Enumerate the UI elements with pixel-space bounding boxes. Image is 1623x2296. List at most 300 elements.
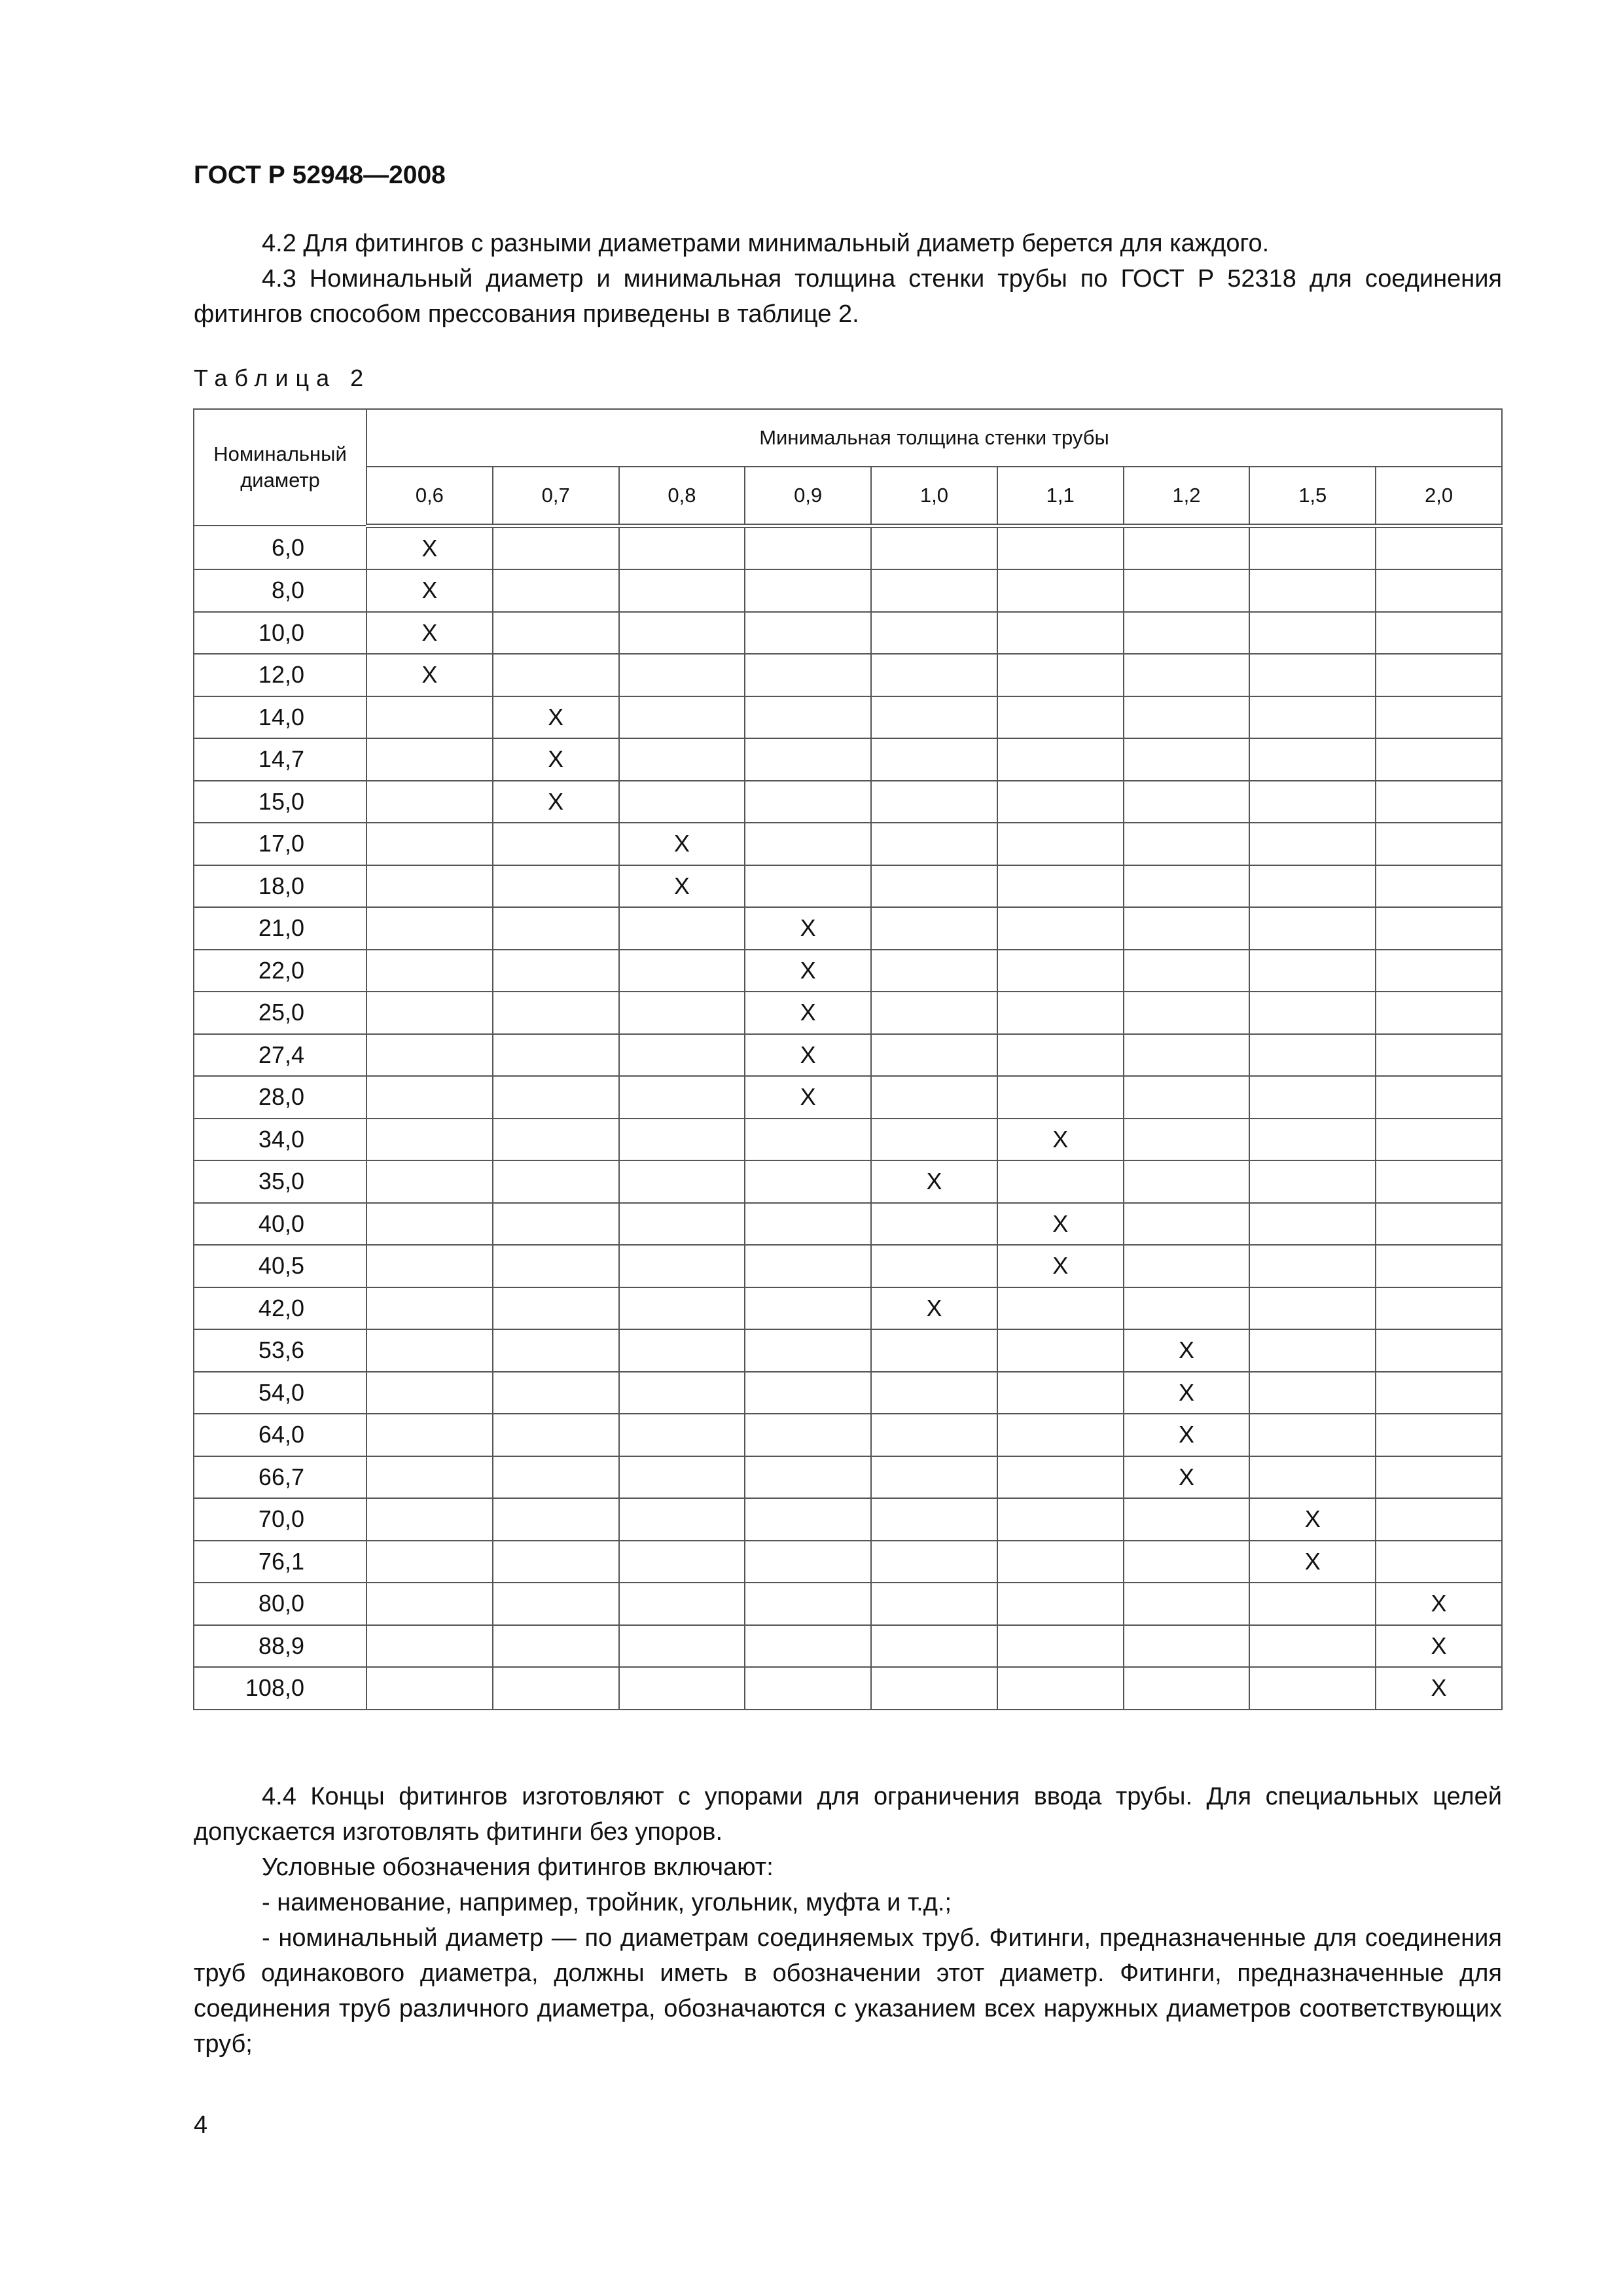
diameter-cell: 53,6 <box>194 1329 366 1372</box>
mark-cell: X <box>1376 1667 1502 1710</box>
empty-cell <box>997 696 1124 739</box>
empty-cell <box>1249 1203 1376 1246</box>
empty-cell <box>1124 526 1250 569</box>
empty-cell <box>493 654 619 696</box>
list-item-name: - наименование, например, тройник, угольник, муфта и т.д.; <box>262 1889 952 1916</box>
empty-cell <box>997 1541 1124 1583</box>
empty-cell <box>493 1203 619 1246</box>
corner-header-cell <box>194 409 366 526</box>
table-row <box>194 569 1502 612</box>
empty-cell <box>997 738 1124 781</box>
mark-cell: X <box>1249 1498 1376 1541</box>
table-row <box>194 612 1502 655</box>
empty-cell <box>619 1372 745 1414</box>
empty-cell <box>1376 992 1502 1034</box>
empty-cell <box>745 738 871 781</box>
empty-cell <box>871 823 997 865</box>
thickness-header-cell: 1,1 <box>997 467 1124 526</box>
empty-cell <box>619 950 745 992</box>
diameter-cell: 40,0 <box>194 1203 366 1246</box>
diameter-cell: 54,0 <box>194 1372 366 1414</box>
table-row <box>194 907 1502 950</box>
mark-cell: X <box>1376 1625 1502 1668</box>
mark-cell: X <box>745 992 871 1034</box>
empty-cell <box>1249 1287 1376 1330</box>
empty-cell <box>1124 569 1250 612</box>
empty-cell <box>997 1329 1124 1372</box>
empty-cell <box>1124 696 1250 739</box>
diameter-cell: 14,0 <box>194 696 366 739</box>
table-row <box>194 950 1502 992</box>
empty-cell <box>1249 1329 1376 1372</box>
table-row <box>194 1625 1502 1668</box>
table-row <box>194 1245 1502 1287</box>
empty-cell <box>493 950 619 992</box>
diameter-cell: 28,0 <box>194 1076 366 1119</box>
empty-cell <box>619 1034 745 1077</box>
empty-cell <box>871 950 997 992</box>
empty-cell <box>1124 1203 1250 1246</box>
mark-cell: X <box>493 781 619 823</box>
empty-cell <box>871 1667 997 1710</box>
empty-cell <box>619 738 745 781</box>
empty-cell <box>871 1329 997 1372</box>
empty-cell <box>997 1034 1124 1077</box>
empty-cell <box>493 865 619 908</box>
empty-cell <box>493 1329 619 1372</box>
empty-cell <box>1249 1667 1376 1710</box>
table-body <box>194 526 1502 1710</box>
empty-cell <box>1249 1034 1376 1077</box>
empty-cell <box>366 1498 493 1541</box>
empty-cell <box>619 1287 745 1330</box>
empty-cell <box>745 1245 871 1287</box>
thickness-header-cell: 0,7 <box>493 467 619 526</box>
empty-cell <box>1249 907 1376 950</box>
mark-cell: X <box>1124 1414 1250 1456</box>
empty-cell <box>1124 1541 1250 1583</box>
empty-cell <box>366 865 493 908</box>
empty-cell <box>1249 1119 1376 1161</box>
wall-thickness-table <box>193 408 1503 1710</box>
diameter-cell: 64,0 <box>194 1414 366 1456</box>
diameter-cell: 6,0 <box>194 526 366 569</box>
table-row <box>194 1160 1502 1203</box>
empty-cell <box>619 1414 745 1456</box>
diameter-cell: 88,9 <box>194 1625 366 1668</box>
paragraph-4-2: 4.2 Для фитингов с разными диаметрами минимальный диаметр берется для каждого. <box>262 230 1270 257</box>
empty-cell <box>745 1541 871 1583</box>
table-row <box>194 1329 1502 1372</box>
diameter-cell: 22,0 <box>194 950 366 992</box>
empty-cell <box>493 1034 619 1077</box>
empty-cell <box>1376 865 1502 908</box>
table-row <box>194 1203 1502 1246</box>
diameter-cell: 76,1 <box>194 1541 366 1583</box>
empty-cell <box>871 738 997 781</box>
empty-cell <box>871 696 997 739</box>
empty-cell <box>871 1498 997 1541</box>
empty-cell <box>1249 1583 1376 1625</box>
mark-cell: X <box>871 1287 997 1330</box>
empty-cell <box>871 1076 997 1119</box>
paragraph-4-4: 4.4 Концы фитингов изготовляют с упорами для ограничения ввода трубы. Для специальных целей допускается изготовлять фитинги без упоров. <box>194 1783 1502 1846</box>
empty-cell <box>1249 696 1376 739</box>
empty-cell <box>1376 950 1502 992</box>
diameter-cell: 35,0 <box>194 1160 366 1203</box>
empty-cell <box>745 781 871 823</box>
thickness-header-cell: 0,8 <box>619 467 745 526</box>
empty-cell <box>1124 907 1250 950</box>
empty-cell <box>1376 1119 1502 1161</box>
mark-cell: X <box>366 654 493 696</box>
diameter-cell: 18,0 <box>194 865 366 908</box>
empty-cell <box>1376 1498 1502 1541</box>
empty-cell <box>745 1583 871 1625</box>
empty-cell <box>619 1245 745 1287</box>
empty-cell <box>366 1583 493 1625</box>
empty-cell <box>1376 1372 1502 1414</box>
empty-cell <box>1249 738 1376 781</box>
empty-cell <box>997 1160 1124 1203</box>
empty-cell <box>1376 1329 1502 1372</box>
diameter-cell: 66,7 <box>194 1456 366 1499</box>
empty-cell <box>366 781 493 823</box>
mark-cell: X <box>366 526 493 569</box>
empty-cell <box>1124 1667 1250 1710</box>
diameter-cell: 108,0 <box>194 1667 366 1710</box>
table-row <box>194 696 1502 739</box>
table-row <box>194 1456 1502 1499</box>
table-row <box>194 781 1502 823</box>
table-row <box>194 1372 1502 1414</box>
empty-cell <box>997 569 1124 612</box>
empty-cell <box>1376 1245 1502 1287</box>
mark-cell: X <box>997 1245 1124 1287</box>
empty-cell <box>619 1119 745 1161</box>
empty-cell <box>366 1541 493 1583</box>
empty-cell <box>619 612 745 655</box>
diameter-cell: 17,0 <box>194 823 366 865</box>
empty-cell <box>366 1203 493 1246</box>
mark-cell: X <box>1124 1329 1250 1372</box>
diameter-cell: 25,0 <box>194 992 366 1034</box>
empty-cell <box>1249 823 1376 865</box>
empty-cell <box>493 992 619 1034</box>
empty-cell <box>366 1667 493 1710</box>
empty-cell <box>1249 1456 1376 1499</box>
empty-cell <box>1376 823 1502 865</box>
empty-cell <box>1124 1625 1250 1668</box>
empty-cell <box>366 992 493 1034</box>
empty-cell <box>619 1541 745 1583</box>
empty-cell <box>493 1119 619 1161</box>
empty-cell <box>1124 950 1250 992</box>
list-item-nominal-diameter: - номинальный диаметр — по диаметрам соединяемых труб. Фитинги, предназначенные для соединения труб одинакового диаметра, должны иметь в обозначении этот диаметр. Фитинги, предназначенные для соединения труб различного диаметра, обозначаются с указанием всех наружных диаметров соответствующих труб; <box>194 1924 1502 2058</box>
mark-cell: X <box>1249 1541 1376 1583</box>
empty-cell <box>997 526 1124 569</box>
paragraph-designations-intro: Условные обозначения фитингов включают: <box>262 1854 774 1881</box>
empty-cell <box>997 1287 1124 1330</box>
mark-cell: X <box>619 823 745 865</box>
empty-cell <box>997 1414 1124 1456</box>
empty-cell <box>1249 1625 1376 1668</box>
empty-cell <box>366 1076 493 1119</box>
empty-cell <box>1376 1414 1502 1456</box>
table-row <box>194 1034 1502 1077</box>
empty-cell <box>1124 1583 1250 1625</box>
empty-cell <box>1249 865 1376 908</box>
empty-cell <box>619 1076 745 1119</box>
mark-cell: X <box>493 738 619 781</box>
empty-cell <box>745 654 871 696</box>
empty-cell <box>1124 865 1250 908</box>
empty-cell <box>1376 1541 1502 1583</box>
diameter-cell: 27,4 <box>194 1034 366 1077</box>
empty-cell <box>366 1414 493 1456</box>
empty-cell <box>493 1541 619 1583</box>
empty-cell <box>1249 526 1376 569</box>
diameter-cell: 34,0 <box>194 1119 366 1161</box>
empty-cell <box>745 865 871 908</box>
empty-cell <box>493 1667 619 1710</box>
empty-cell <box>1249 1076 1376 1119</box>
mark-cell: X <box>997 1119 1124 1161</box>
empty-cell <box>1124 781 1250 823</box>
empty-cell <box>871 1245 997 1287</box>
empty-cell <box>493 907 619 950</box>
table-row <box>194 1498 1502 1541</box>
table-row <box>194 1583 1502 1625</box>
empty-cell <box>366 1372 493 1414</box>
empty-cell <box>1249 654 1376 696</box>
mark-cell: X <box>1124 1372 1250 1414</box>
document-header: ГОСТ Р 52948—2008 <box>194 161 446 189</box>
corner-header-text: Номинальный диаметр <box>213 442 347 492</box>
empty-cell <box>745 612 871 655</box>
empty-cell <box>997 1625 1124 1668</box>
empty-cell <box>997 1456 1124 1499</box>
empty-cell <box>1124 823 1250 865</box>
empty-cell <box>745 1625 871 1668</box>
empty-cell <box>871 1541 997 1583</box>
empty-cell <box>619 1456 745 1499</box>
diameter-cell: 70,0 <box>194 1498 366 1541</box>
empty-cell <box>366 950 493 992</box>
empty-cell <box>366 1245 493 1287</box>
empty-cell <box>745 1372 871 1414</box>
empty-cell <box>1249 612 1376 655</box>
empty-cell <box>997 654 1124 696</box>
table-row <box>194 865 1502 908</box>
empty-cell <box>1124 1119 1250 1161</box>
empty-cell <box>1376 654 1502 696</box>
thickness-header-cell: 2,0 <box>1376 467 1502 526</box>
table-row <box>194 1076 1502 1119</box>
empty-cell <box>493 1076 619 1119</box>
table-row <box>194 1541 1502 1583</box>
empty-cell <box>619 654 745 696</box>
empty-cell <box>745 1414 871 1456</box>
empty-cell <box>997 992 1124 1034</box>
empty-cell <box>493 1372 619 1414</box>
empty-cell <box>871 1583 997 1625</box>
empty-cell <box>619 781 745 823</box>
empty-cell <box>871 526 997 569</box>
empty-cell <box>493 1414 619 1456</box>
empty-cell <box>997 1076 1124 1119</box>
empty-cell <box>997 1372 1124 1414</box>
empty-cell <box>493 1245 619 1287</box>
empty-cell <box>1124 1245 1250 1287</box>
table-row <box>194 1667 1502 1710</box>
empty-cell <box>619 907 745 950</box>
empty-cell <box>871 569 997 612</box>
empty-cell <box>1376 696 1502 739</box>
empty-cell <box>619 1498 745 1541</box>
empty-cell <box>871 1372 997 1414</box>
empty-cell <box>871 1203 997 1246</box>
group-header-cell: Минимальная толщина стенки трубы <box>366 409 1502 467</box>
table-row <box>194 654 1502 696</box>
thickness-header-cell: 1,0 <box>871 467 997 526</box>
empty-cell <box>1249 992 1376 1034</box>
empty-cell <box>871 654 997 696</box>
empty-cell <box>1249 950 1376 992</box>
empty-cell <box>997 1667 1124 1710</box>
empty-cell <box>871 781 997 823</box>
mark-cell: X <box>745 907 871 950</box>
empty-cell <box>366 696 493 739</box>
diameter-cell: 14,7 <box>194 738 366 781</box>
empty-cell <box>493 526 619 569</box>
empty-cell <box>619 569 745 612</box>
empty-cell <box>366 1456 493 1499</box>
empty-cell <box>1376 738 1502 781</box>
paragraph-4-3: 4.3 Номинальный диаметр и минимальная толщина стенки трубы по ГОСТ Р 52318 для соединения фитингов способом прессования приведены в таблице 2. <box>194 265 1502 328</box>
empty-cell <box>997 1583 1124 1625</box>
mark-cell: X <box>997 1203 1124 1246</box>
empty-cell <box>1376 612 1502 655</box>
empty-cell <box>1124 1160 1250 1203</box>
empty-cell <box>619 1667 745 1710</box>
mark-cell: X <box>871 1160 997 1203</box>
page-number: 4 <box>194 2111 208 2139</box>
table-row <box>194 823 1502 865</box>
empty-cell <box>1376 1456 1502 1499</box>
empty-cell <box>1376 907 1502 950</box>
thickness-header-row <box>194 467 1502 526</box>
empty-cell <box>1376 781 1502 823</box>
empty-cell <box>745 1203 871 1246</box>
table-caption: Таблица 2 <box>194 365 371 391</box>
empty-cell <box>745 696 871 739</box>
diameter-cell: 80,0 <box>194 1583 366 1625</box>
mark-cell: X <box>745 1034 871 1077</box>
table-row <box>194 992 1502 1034</box>
mark-cell: X <box>366 612 493 655</box>
empty-cell <box>997 907 1124 950</box>
empty-cell <box>366 1625 493 1668</box>
empty-cell <box>366 738 493 781</box>
mark-cell: X <box>619 865 745 908</box>
empty-cell <box>871 907 997 950</box>
diameter-cell: 12,0 <box>194 654 366 696</box>
diameter-cell: 10,0 <box>194 612 366 655</box>
empty-cell <box>1124 738 1250 781</box>
empty-cell <box>366 823 493 865</box>
mark-cell: X <box>745 950 871 992</box>
empty-cell <box>871 992 997 1034</box>
table-row <box>194 1119 1502 1161</box>
empty-cell <box>745 569 871 612</box>
diameter-cell: 15,0 <box>194 781 366 823</box>
empty-cell <box>1249 1245 1376 1287</box>
empty-cell <box>366 907 493 950</box>
empty-cell <box>619 696 745 739</box>
empty-cell <box>366 1329 493 1372</box>
mark-cell: X <box>745 1076 871 1119</box>
table-row <box>194 526 1502 569</box>
empty-cell <box>997 823 1124 865</box>
empty-cell <box>1376 1287 1502 1330</box>
empty-cell <box>493 1287 619 1330</box>
empty-cell <box>745 823 871 865</box>
empty-cell <box>745 1160 871 1203</box>
empty-cell <box>493 612 619 655</box>
empty-cell <box>1376 1203 1502 1246</box>
empty-cell <box>493 1625 619 1668</box>
empty-cell <box>871 612 997 655</box>
empty-cell <box>366 1119 493 1161</box>
thickness-header-cell: 1,5 <box>1249 467 1376 526</box>
empty-cell <box>1249 1414 1376 1456</box>
empty-cell <box>1249 569 1376 612</box>
empty-cell <box>745 526 871 569</box>
empty-cell <box>619 526 745 569</box>
empty-cell <box>871 1034 997 1077</box>
table-row <box>194 1287 1502 1330</box>
empty-cell <box>1124 654 1250 696</box>
empty-cell <box>619 1203 745 1246</box>
empty-cell <box>871 1414 997 1456</box>
empty-cell <box>1124 1034 1250 1077</box>
empty-cell <box>745 1456 871 1499</box>
empty-cell <box>997 950 1124 992</box>
mark-cell: X <box>1124 1456 1250 1499</box>
empty-cell <box>1376 1160 1502 1203</box>
empty-cell <box>619 1625 745 1668</box>
mark-cell: X <box>1376 1583 1502 1625</box>
empty-cell <box>1124 1287 1250 1330</box>
empty-cell <box>619 1329 745 1372</box>
empty-cell <box>1249 1160 1376 1203</box>
empty-cell <box>619 1160 745 1203</box>
empty-cell <box>619 992 745 1034</box>
empty-cell <box>366 1034 493 1077</box>
empty-cell <box>745 1498 871 1541</box>
empty-cell <box>1124 1076 1250 1119</box>
empty-cell <box>745 1287 871 1330</box>
empty-cell <box>619 1583 745 1625</box>
empty-cell <box>871 1456 997 1499</box>
thickness-header-cell: 1,2 <box>1124 467 1250 526</box>
empty-cell <box>871 1119 997 1161</box>
empty-cell <box>745 1119 871 1161</box>
empty-cell <box>493 1456 619 1499</box>
empty-cell <box>493 1498 619 1541</box>
table-row <box>194 1414 1502 1456</box>
